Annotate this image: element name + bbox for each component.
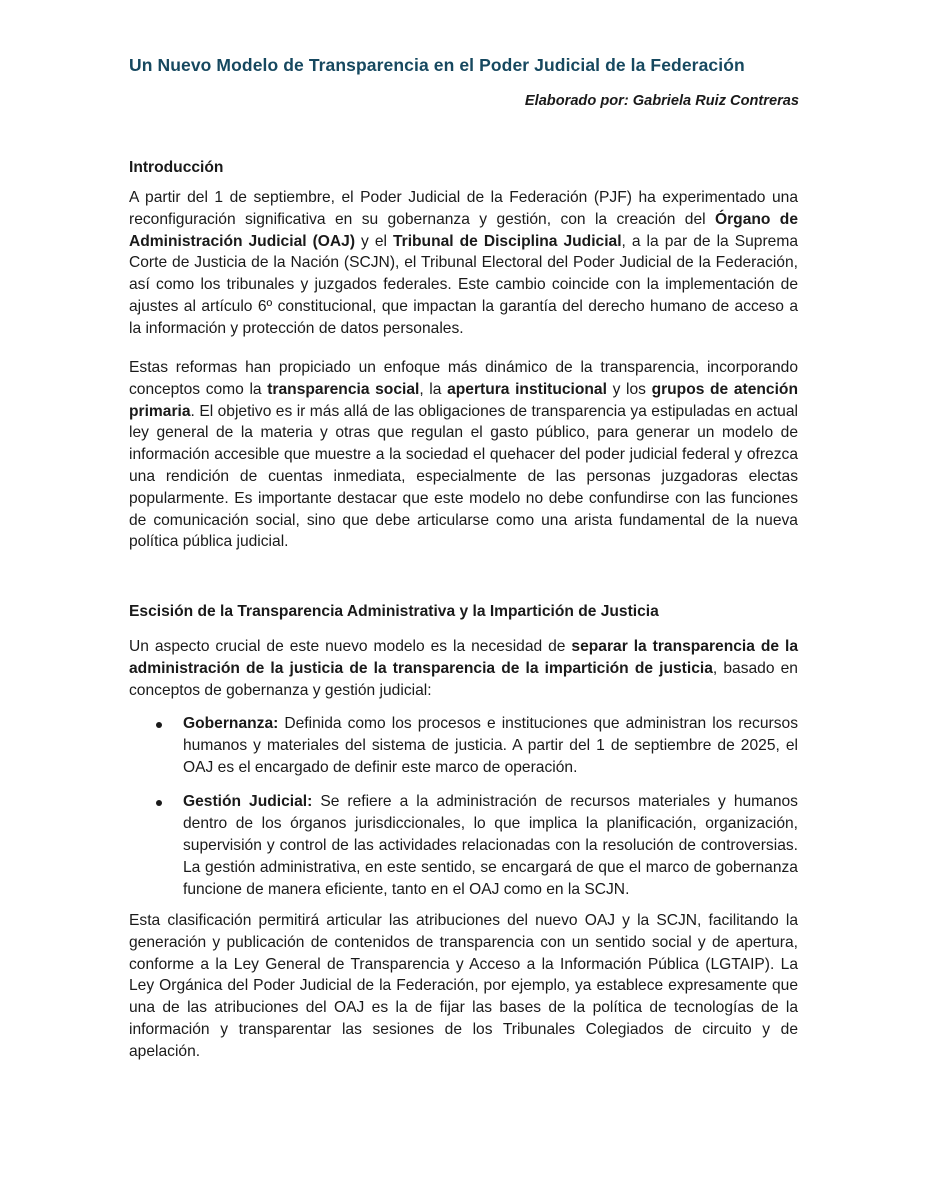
document-author: Elaborado por: Gabriela Ruiz Contreras [524, 93, 799, 109]
bullet-term: Gobernanza: [183, 715, 279, 732]
bullet-icon [156, 722, 162, 728]
bold-oaj: Órgano de Administración Judicial (OAJ) [129, 210, 798, 250]
text-span: , la [419, 380, 448, 398]
text-span: Estas reformas han propiciado un enfoque más dinámico de la transparencia, incorporando conceptos como la [129, 359, 798, 398]
paragraph-escision-1 [129, 636, 798, 701]
section-heading-escision: Escisión de la Transparencia Administrativa y la Impartición de Justicia [129, 603, 659, 620]
bold-tribunal-disciplina: Tribunal de Disciplina Judicial [392, 232, 622, 250]
bullet-term: Gestión Judicial: [183, 793, 313, 811]
text-span: y el [355, 232, 393, 250]
bold-transparencia-social: transparencia social [267, 380, 420, 398]
bold-separar-transparencia: separar la transparencia de la administración de la justicia de la transparencia de la impartición de justicia [129, 638, 799, 677]
text-span: A partir del 1 de septiembre, el Poder Judicial de la Federación (PJF) ha experimentado una reconfiguración significativa en su gobernanza y gestión, con la creación del [129, 189, 798, 228]
document-title: Un Nuevo Modelo de Transparencia en el Poder Judicial de la Federación [129, 55, 745, 75]
bold-apertura-institucional: apertura institucional [447, 380, 607, 398]
bold-grupos-atencion: grupos de atención primaria [129, 380, 798, 420]
bullet-text: Definida como los procesos e instituciones que administran los recursos humanos y materiales del sistema de justicia. A partir del 1 de septiembre de 2025, el OAJ es el encargado de definir este marco de operación. [183, 715, 798, 776]
bullet-item-gobernanza [129, 713, 798, 778]
paragraph-escision-2: Esta clasificación permitirá articular las atribuciones del nuevo OAJ y la SCJN, facilitando la generación y publicación de contenidos de transparencia con un sentido social y de apertura, conforme a la Ley General de Transparencia y Acceso a la Información Pública (LGTAIP). La Ley Orgánica del Poder Judicial de la Federación, por ejemplo, ya establece expresamente que una de las atribuciones del OAJ es la de fijar las bases de la política de tecnologías de la información y transparentar las sesiones de los Tribunales Colegiados de circuito y de apelación. [129, 912, 798, 1060]
text-span: y los [606, 380, 652, 398]
text-span: , basado en conceptos de gobernanza y gestión judicial: [129, 659, 798, 699]
paragraph-intro-1 [129, 187, 798, 340]
text-span: . El objetivo es ir más allá de las obligaciones de transparencia ya estipuladas en actual ley general de la materia y otras que regulan el gasto público, para generar un modelo de información accesible que muestre a la sociedad el quehacer del poder judicial federal y ofrezca una rendición de cuentas inmediata, especialmente de las personas juzgadoras electas popularmente. Es importante destacar que este modelo no debe confundirse con las funciones de comunicación social, sino que debe articularse como una arista fundamental de la nueva política pública judicial. [129, 402, 798, 551]
text-span: , a la par de la Suprema Corte de Justicia de la Nación (SCJN), el Tribunal Electoral del Poder Judicial de la Federación, así como los tribunales y juzgados federales. Este cambio coincide con la implementación de ajustes al artículo 6º constitucional, que impactan la garantía del derecho humano de acceso a la información y protección de datos personales. [129, 232, 798, 337]
paragraph-intro-2 [129, 357, 798, 553]
bullet-item-gestion-judicial [129, 791, 798, 900]
text-span: Un aspecto crucial de este nuevo modelo es la necesidad de [129, 638, 572, 655]
bullet-text: Se refiere a la administración de recursos materiales y humanos dentro de los órganos jurisdiccionales, lo que implica la planificación, organización, supervisión y control de las actividades relacionadas con la resolución de controversias. La gestión administrativa, en este sentido, se encargará de que el marco de gobernanza funcione de manera eficiente, tanto en el OAJ como en la SCJN. [183, 793, 798, 898]
section-heading-introduccion: Introducción [129, 159, 224, 176]
bullet-icon [156, 800, 162, 806]
concepts-bullet-list [129, 713, 798, 900]
